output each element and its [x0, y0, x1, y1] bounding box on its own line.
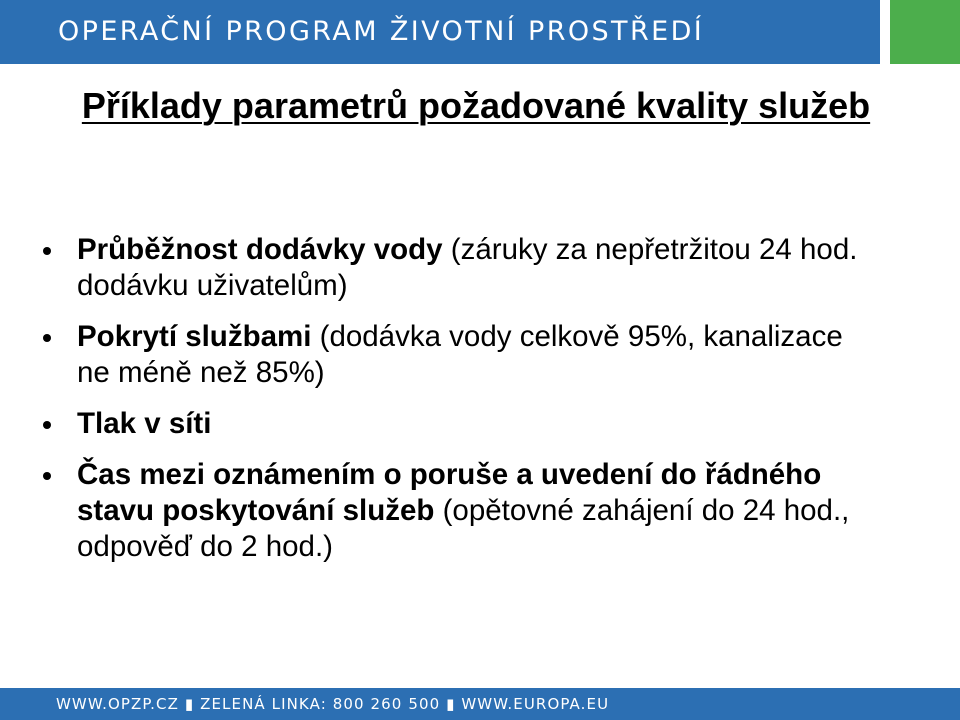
- green-logo-square: [890, 0, 960, 64]
- bullet-icon: [43, 247, 51, 255]
- slide-title: Příklady parametrů požadované kvality služeb: [81, 85, 871, 126]
- bullet-detail: (dodávka vody celkově 95%, kanalizace ne méně než 85%): [77, 320, 843, 389]
- bullet-icon: [43, 334, 51, 342]
- bullet-heading: Pokrytí službami: [77, 320, 312, 353]
- bullet-icon: [43, 421, 51, 429]
- bullet-heading: Tlak v síti: [77, 407, 212, 440]
- bullet-detail: (záruky za nepřetržitou 24 hod. dodávku uživatelům): [77, 233, 858, 302]
- bullet-heading: Průběžnost dodávky vody: [77, 233, 443, 266]
- bullet-list: [40, 232, 880, 580]
- bullet-heading: Čas mezi oznámením o poruše a uvedení do řádného stavu poskytování služeb: [77, 458, 822, 527]
- bullet-item-continuity: [40, 232, 880, 304]
- bullet-icon: [43, 472, 51, 480]
- footer-contact-text: WWW.OPZP.CZ ▮ ZELENÁ LINKA: 800 260 500 ▮ WWW.EUROPA.EU: [56, 695, 610, 713]
- bullet-detail: (opětovné zahájení do 24 hod., odpověď do 2 hod.): [77, 494, 850, 563]
- bullet-item-response-time: [40, 457, 880, 565]
- bullet-item-pressure: [40, 406, 880, 442]
- program-title: OPERAČNÍ PROGRAM ŽIVOTNÍ PROSTŘEDÍ: [58, 16, 705, 47]
- bullet-item-coverage: [40, 319, 880, 391]
